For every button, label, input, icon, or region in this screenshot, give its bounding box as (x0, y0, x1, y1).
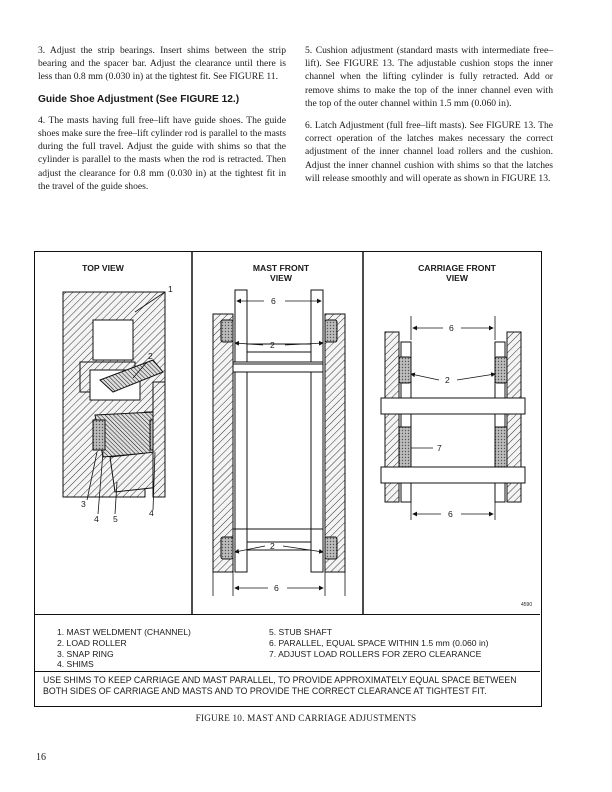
figure-instruction: USE SHIMS TO KEEP CARRIAGE AND MAST PARALLEL, TO PROVIDE APPROXIMATELY EQUAL SPACE BETWEEN BOTH SIDES OF CARRIAGE AND MASTS AND TO PROVIDE THE CORRECT CLEARANCE AT TIGHTEST FIT. (35, 671, 540, 706)
callout-carriage-2: 2 (445, 375, 450, 385)
paragraph-step-4: 4. The masts having full free–lift have guide shoes. The guide shoes make sure the free–lift cylinder rod is parallel to the masts during the full travel. Adjust the guide with shims so that the cylinder is parallel to the masts when the rod is retracted. Then adjust the clearance for 0.8 mm (0.030 in) at the tightest fit in the travel of the guide shoes. (38, 114, 286, 192)
legend-item: 1. MAST WELDMENT (CHANNEL) (57, 627, 191, 637)
mast-front-view-drawing (213, 290, 345, 596)
right-text-column (305, 44, 553, 194)
left-text-column (38, 44, 286, 202)
mast-front-view-title: MAST FRONT VIEW (252, 263, 310, 283)
callout-mast-2-bottom: 2 (270, 541, 275, 551)
callout-top-4a: 4 (94, 514, 99, 524)
paragraph-step-3: 3. Adjust the strip bearings. Insert shims between the strip bearing and the spacer bar. Adjust the clearance until there is less than 0.8 mm (0.030 in) at the tightest fit. See FIGURE 11. (38, 45, 286, 83)
callout-top-3: 3 (81, 499, 86, 509)
figure-code: 4590 (521, 602, 533, 608)
figure-legend (35, 614, 540, 672)
callout-carriage-6-bottom: 6 (448, 509, 453, 519)
carriage-front-view-drawing (381, 316, 525, 520)
callout-mast-2-top: 2 (270, 340, 275, 350)
callout-top-2: 2 (148, 351, 153, 361)
legend-item: 3. SNAP RING (57, 648, 114, 659)
paragraph-step-6: 6. Latch Adjustment (full free–lift masts). See FIGURE 13. The correct operation of the latches makes necessary the correct adjustment of the inner channel load rollers and the cushion. Adjust the inner channel cushion with shims so that the latches will release smoothly and will operate as shown in FIGURE 13. (305, 120, 553, 184)
legend-right-column (269, 627, 489, 659)
figure-10 (34, 251, 542, 707)
figure-caption: FIGURE 10. MAST AND CARRIAGE ADJUSTMENTS (195, 713, 417, 723)
paragraph-step-5: 5. Cushion adjustment (standard masts with intermediate free–lift). See FIGURE 13. The adjustable cushion stops the inner channel when the lifting cylinder is fully retracted. Add or remove shims to make the top of the inner channel even with the top of the outer channel within 1.5 mm (0.060 in). (305, 45, 553, 109)
carriage-front-view-title: CARRIAGE FRONT VIEW (418, 263, 496, 283)
callout-top-5: 5 (113, 514, 118, 524)
top-view-drawing (63, 292, 165, 514)
callout-top-4b: 4 (149, 508, 154, 518)
top-view-title: TOP VIEW (82, 263, 124, 273)
figure-drawing (35, 252, 540, 614)
legend-item: 7. ADJUST LOAD ROLLERS FOR ZERO CLEARANCE (269, 648, 482, 659)
callout-carriage-6-top: 6 (449, 323, 454, 333)
legend-item: 5. STUB SHAFT (269, 627, 333, 637)
page-number: 16 (36, 752, 46, 763)
legend-item: 6. PARALLEL, EQUAL SPACE WITHIN 1.5 mm (0.060 in) (269, 637, 489, 648)
callout-mast-6-top: 6 (271, 296, 276, 306)
callout-carriage-7: 7 (437, 443, 442, 453)
legend-item: 2. LOAD ROLLER (57, 637, 127, 648)
callout-mast-6-bottom: 6 (274, 583, 279, 593)
legend-item: 4. SHIMS (57, 659, 94, 670)
callout-top-1: 1 (168, 284, 173, 294)
guide-shoe-heading: Guide Shoe Adjustment (See FIGURE 12.) (38, 93, 240, 105)
legend-left-column (57, 627, 191, 670)
